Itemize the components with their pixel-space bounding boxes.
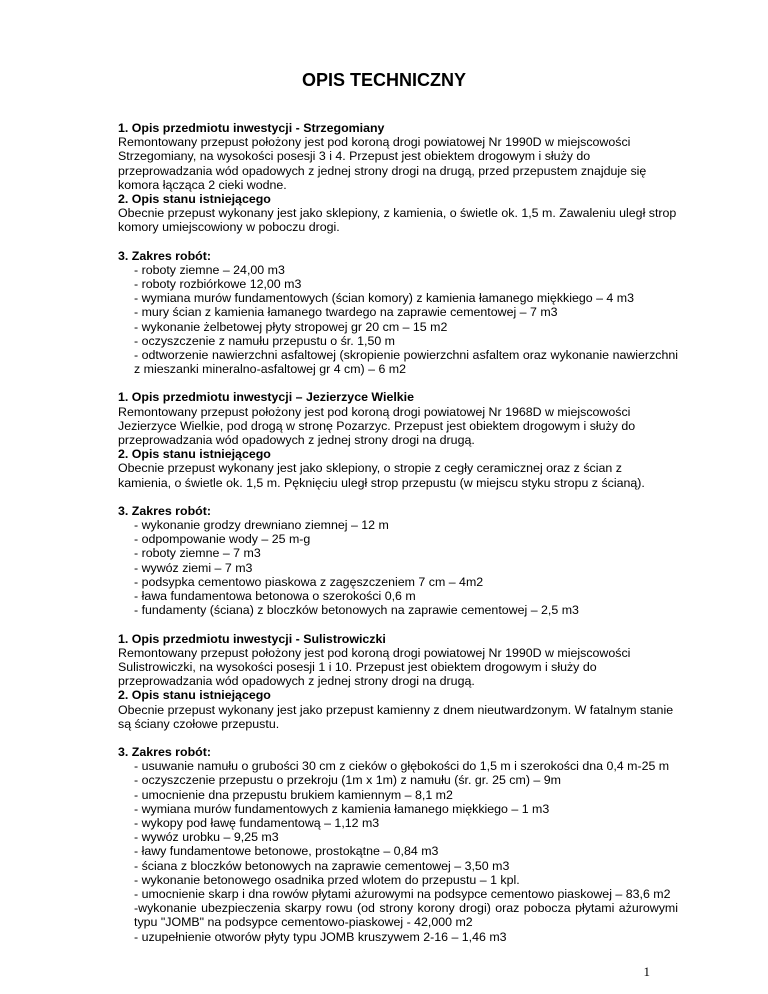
list-item: - ściana z bloczków betonowych na zaprawie cementowej – 3,50 m3	[134, 858, 510, 873]
s1-paragraph-1: Remontowany przepust położony jest pod koroną drogi powiatowej Nr 1990D w miejscowości Strzegomiany, na wysokości posesji 3 i 4. Przepust jest obiektem drogowym i służy do przeprowadzania wód opadowych z jednej strony drogi na drugą, przed przepustem znajduje się komora łącząca 2 cieki wodne.	[118, 135, 647, 192]
list-item: - ława fundamentowa betonowa o szerokości 0,6 m	[134, 589, 416, 604]
s1-heading-1: 1. Opis przedmiotu inwestycji - Strzegomiany	[118, 121, 385, 135]
s3-heading-1: 1. Opis przedmiotu inwestycji - Sulistrowiczki	[118, 631, 386, 646]
s3-paragraph-1: Remontowany przepust położony jest pod koroną drogi powiatowej Nr 1990D w miejscowości Sulistrowiczki, na wysokości posesji 1 i 10. Przepust jest obiektem drogowym i służy do przeprowadzania wód opadowych z jednej strony drogi na drugą.	[118, 645, 631, 689]
page-title: OPIS TECHNICZNY	[301, 70, 466, 90]
s2-scope-list	[118, 518, 678, 617]
list-item: - wykonanie żelbetowej płyty stropowej gr 20 cm – 15 m2	[134, 319, 448, 334]
list-item: - odpompowanie wody – 25 m-g	[134, 532, 311, 547]
list-item: - oczyszczenie przepustu o przekroju (1m x 1m) z namułu (śr. gr. 25 cm) – 9m	[134, 773, 561, 788]
s2-heading-2: 2. Opis stanu istniejącego	[118, 447, 271, 462]
list-item: - podsypka cementowo piaskowa z zagęszczeniem 7 cm – 4m2	[134, 574, 484, 589]
list-item: -wykonanie ubezpieczenia skarpy rowu (od strony korony drogi) oraz pobocza płytami ażurowymi typu "JOMB" na podsypce cementowo-piaskowej - 42,000 m2	[134, 901, 678, 930]
s3-paragraph-2: Obecnie przepust wykonany jest jako przepust kamienny z dnem nieutwardzonym. W fatalnym stanie są ściany czołowe przepustu.	[118, 702, 674, 731]
list-item: - roboty ziemne – 24,00 m3	[134, 262, 285, 277]
list-item: - odtworzenie nawierzchni asfaltowej (skropienie powierzchni asfaltem oraz wykonanie nawierzchni z mieszanki mineralno-asfaltowej gr 4 cm) – 6 m2	[134, 348, 678, 377]
page-number: 1	[643, 964, 650, 979]
list-item: - wykonanie betonowego osadnika przed wlotem do przepustu – 1 kpl.	[134, 872, 520, 887]
list-item: - wywóz urobku – 9,25 m3	[134, 830, 279, 845]
s1-paragraph-2: Obecnie przepust wykonany jest jako sklepiony, z kamienia, o świetle ok. 1,5 m. Zawaleniu uległ strop komory umiejscowiony w poboczu drogi.	[118, 206, 677, 235]
list-item: - umocnienie dna przepustu brukiem kamiennym – 8,1 m2	[134, 787, 453, 802]
list-item: - usuwanie namułu o grubości 30 cm z cieków o głębokości do 1,5 m i szerokości dna 0,4 m-25 m	[134, 759, 670, 774]
s3-heading-3: 3. Zakres robót:	[118, 744, 211, 759]
list-item: - roboty rozbiórkowe 12,00 m3	[134, 277, 302, 292]
list-item: - oczyszczenie z namułu przepustu o śr. 1,50 m	[134, 333, 396, 348]
list-item: - wywóz ziemi – 7 m3	[134, 560, 253, 575]
list-item: - mury ścian z kamienia łamanego twardego na zaprawie cementowej – 7 m3	[134, 305, 558, 320]
s2-heading-1: 1. Opis przedmiotu inwestycji – Jezierzyce Wielkie	[118, 390, 415, 405]
list-item: - wykopy pod ławę fundamentową – 1,12 m3	[134, 815, 380, 830]
list-item: - roboty ziemne – 7 m3	[134, 546, 261, 561]
list-item: - umocnienie skarp i dna rowów płytami ażurowymi na podsypce cementowo piaskowej – 83,6 m2	[134, 886, 671, 901]
s3-heading-2: 2. Opis stanu istniejącego	[118, 688, 271, 703]
s1-heading-3: 3. Zakres robót:	[118, 248, 211, 263]
s2-heading-3: 3. Zakres robót:	[118, 503, 211, 518]
list-item: - fundamenty (ściana) z bloczków betonowych na zaprawie cementowej – 2,5 m3	[134, 603, 579, 618]
list-item: - wykonanie grodzy drewniano ziemnej – 12 m	[134, 518, 389, 533]
s1-scope-list	[118, 263, 678, 377]
s1-heading-2: 2. Opis stanu istniejącego	[118, 192, 271, 207]
list-item: - wymiana murów fundamentowych (ścian komory) z kamienia łamanego miękkiego – 4 m3	[134, 291, 634, 306]
list-item: - ławy fundamentowe betonowe, prostokątne – 0,84 m3	[134, 844, 439, 859]
list-item: - wymiana murów fundamentowych z kamienia łamanego miękkiego – 1 m3	[134, 801, 550, 816]
document-body	[118, 121, 678, 944]
s2-paragraph-2: Obecnie przepust wykonany jest jako sklepiony, o stropie z cegły ceramicznej oraz z ścian z kamienia, o świetle ok. 1,5 m. Pęknięciu uległ strop przepustu (w miejscu styku stropu z ścianą).	[118, 461, 645, 490]
list-item: - uzupełnienie otworów płyty typu JOMB kruszywem 2-16 – 1,46 m3	[134, 929, 507, 944]
s2-paragraph-1: Remontowany przepust położony jest pod koroną drogi powiatowej Nr 1968D w miejscowości Jezierzyce Wielkie, pod drogą w stronę Pozarzyc. Przepust jest obiektem drogowym i służy do przeprowadzania wód opadowych z jednej strony drogi na drugą.	[118, 404, 636, 448]
s3-scope-list	[118, 759, 678, 944]
